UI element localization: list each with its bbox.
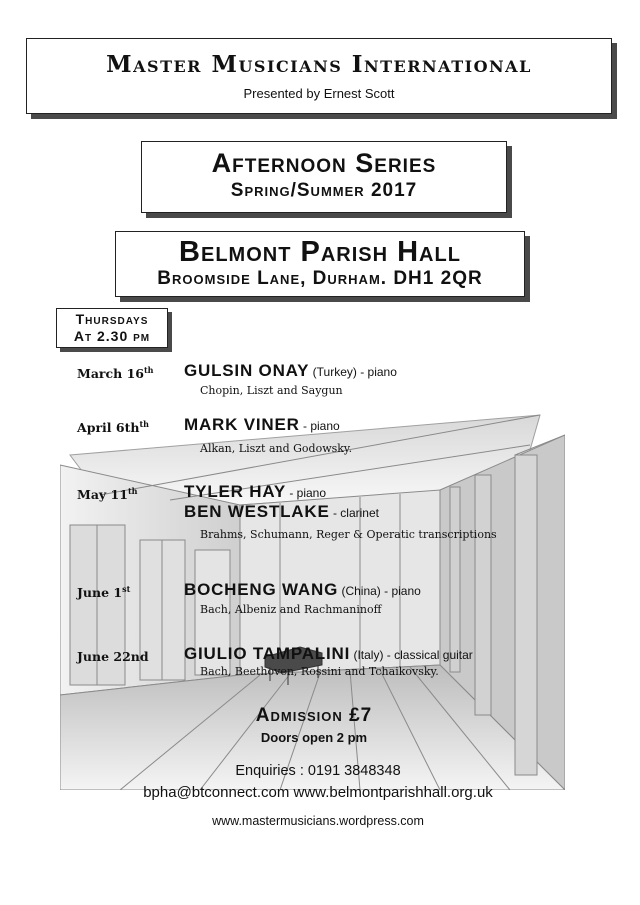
performer-info: - piano: [299, 419, 340, 433]
performer-info: (Turkey) - piano: [309, 365, 397, 379]
performer-info: - piano: [285, 486, 327, 500]
concert-date: April $6th^{th}$: [77, 419, 149, 436]
performer-line: [184, 502, 379, 522]
series-banner: [141, 141, 507, 213]
repertoire: Bach, Beethoven, Rossini and Tchaikovsky.: [200, 665, 439, 678]
performer-name: BOCHENG WANG: [184, 580, 339, 599]
performer-name: BEN WESTLAKE: [184, 502, 330, 521]
performer-line: [184, 415, 340, 435]
concert-date: June 1st: [77, 584, 131, 601]
series-title: Afternoon Series: [211, 148, 437, 178]
venue-address: Broomside Lane, Durham. DH1 2QR: [157, 268, 483, 289]
presenter-line: Presented by Ernest Scott: [243, 86, 395, 101]
enquiries-phone: Enquiries : 0191 3848348: [235, 763, 401, 779]
admission-price: Admission £7: [255, 705, 373, 726]
schedule-note: [56, 308, 168, 348]
organisation-title: Master Musicians International: [106, 51, 532, 78]
performer-info: - clarinet: [329, 506, 379, 520]
performer-name: TYLER HAY: [184, 482, 286, 501]
performer-name: MARK VINER: [184, 415, 300, 434]
performer-info: (Italy) - classical guitar: [350, 648, 473, 662]
venue-banner: [115, 231, 525, 297]
schedule-day: Thursdays: [75, 311, 149, 327]
performer-line: [184, 644, 473, 664]
repertoire: Alkan, Liszt and Godowsky.: [200, 442, 353, 455]
performer-info: (China) - piano: [338, 584, 421, 598]
venue-name: Belmont Parish Hall: [179, 236, 461, 268]
repertoire: Chopin, Liszt and Saygun: [200, 384, 343, 397]
series-season: Spring/Summer 2017: [230, 180, 418, 201]
concert-date: May 11th: [77, 486, 138, 503]
repertoire: Bach, Albeniz and Rachmaninoff: [200, 603, 382, 616]
concert-date: June 22nd: [77, 649, 149, 665]
header-banner: [26, 38, 612, 114]
performer-line: [184, 482, 326, 502]
doors-open: Doors open 2 pm: [260, 730, 368, 745]
blog-url: www.mastermusicians.wordpress.com: [212, 814, 424, 828]
performer-line: [184, 361, 397, 381]
performer-name: GULSIN ONAY: [184, 361, 310, 380]
repertoire: Brahms, Schumann, Reger & Operatic transcriptions: [200, 528, 497, 541]
performer-line: [184, 580, 421, 600]
email-and-website: bpha@btconnect.com www.belmontparishhall.org.uk: [143, 784, 493, 801]
concert-date: March 16th: [77, 365, 154, 382]
performer-name: GIULIO TAMPALINI: [184, 644, 351, 663]
schedule-time: At 2.30 pm: [73, 328, 151, 344]
